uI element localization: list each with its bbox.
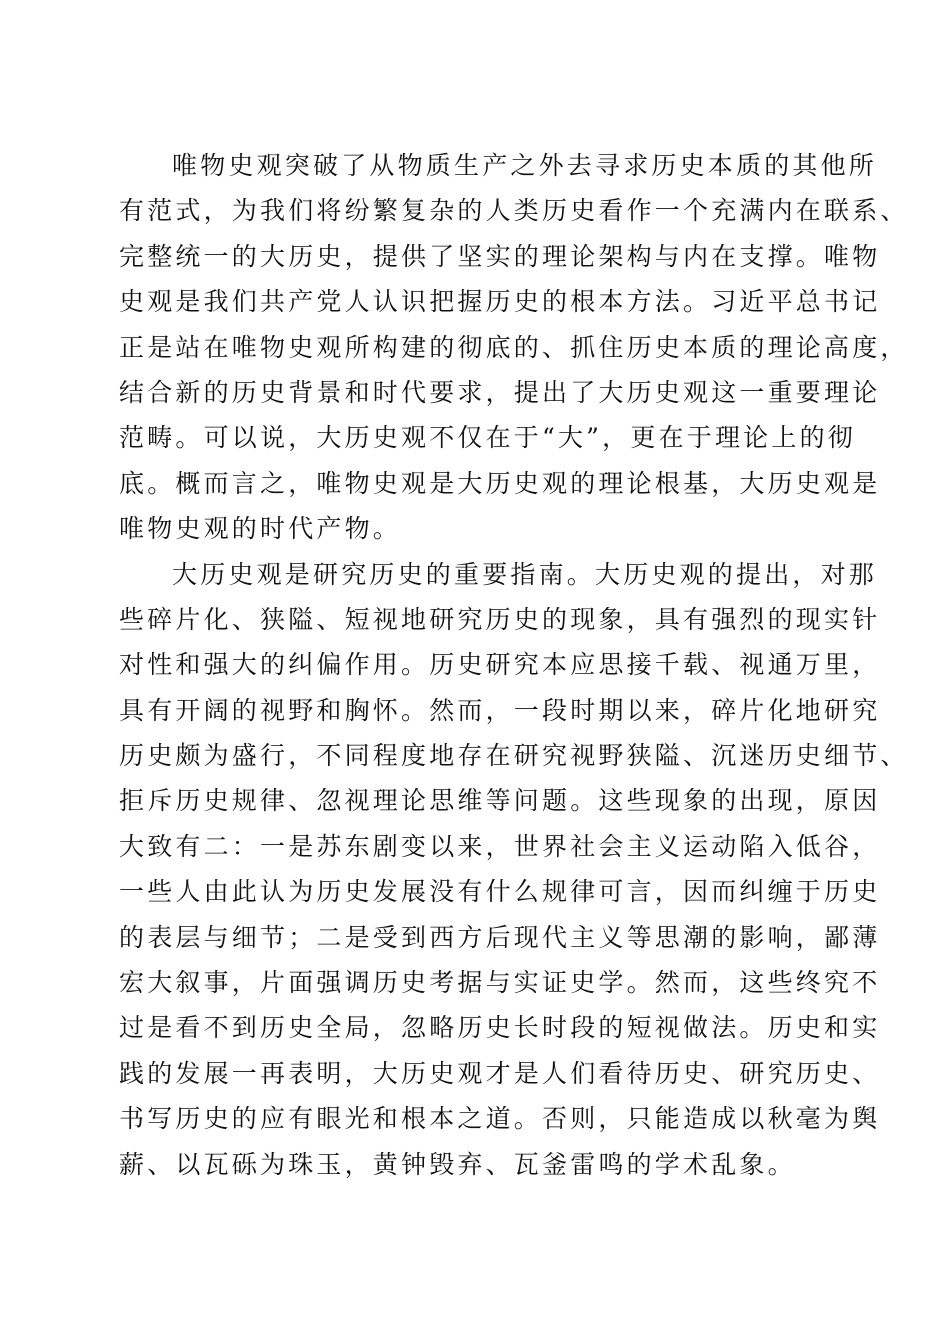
- text-line: 的表层与细节；二是受到西方后现代主义等思潮的影响，鄙薄: [119, 922, 881, 952]
- paragraph-1: [119, 143, 909, 552]
- text-line: 史观是我们共产党人认识把握历史的根本方法。习近平总书记: [119, 287, 881, 317]
- text-line: 大历史观是研究历史的重要指南。大历史观的提出，对那: [172, 559, 878, 589]
- text-line: 对性和强大的纠偏作用。历史研究本应思接千载、视通万里，: [119, 650, 881, 680]
- text-line: 薪、以瓦砾为珠玉，黄钟毁弃、瓦釜雷鸣的学术乱象。: [119, 1149, 796, 1179]
- text-line: 具有开阔的视野和胸怀。然而，一段时期以来，碎片化地研究: [119, 695, 881, 725]
- text-line: 完整统一的大历史，提供了坚实的理论架构与内在支撑。唯物: [119, 241, 881, 271]
- text-line: 唯物史观的时代产物。: [119, 514, 402, 544]
- text-line: 些碎片化、狭隘、短视地研究历史的现象，具有强烈的现实针: [119, 604, 881, 634]
- text-line: 有范式，为我们将纷繁复杂的人类历史看作一个充满内在联系、: [119, 196, 909, 226]
- document-page: [119, 143, 909, 1187]
- text-line: 践的发展一再表明，大历史观才是人们看待历史、研究历史、: [119, 1058, 881, 1088]
- text-line: 底。概而言之，唯物史观是大历史观的理论根基，大历史观是: [119, 468, 881, 498]
- text-line: 宏大叙事，片面强调历史考据与实证史学。然而，这些终究不: [119, 968, 881, 998]
- text-line: 范畴。可以说，大历史观不仅在于“大”，更在于理论上的彻: [119, 423, 856, 453]
- text-line: 拒斥历史规律、忽视理论思维等问题。这些现象的出现，原因: [119, 786, 881, 816]
- text-line: 大致有二：一是苏东剧变以来，世界社会主义运动陷入低谷，: [119, 831, 881, 861]
- paragraph-2: [119, 552, 909, 1187]
- text-line: 结合新的历史背景和时代要求，提出了大历史观这一重要理论: [119, 377, 881, 407]
- text-line: 正是站在唯物史观所构建的彻底的、抓住历史本质的理论高度，: [119, 332, 909, 362]
- text-line: 书写历史的应有眼光和根本之道。否则，只能造成以秋毫为舆: [119, 1104, 881, 1134]
- text-line: 一些人由此认为历史发展没有什么规律可言，因而纠缠于历史: [119, 877, 881, 907]
- text-line: 历史颇为盛行，不同程度地存在研究视野狭隘、沉迷历史细节、: [119, 741, 909, 771]
- text-line: 过是看不到历史全局，忽略历史长时段的短视做法。历史和实: [119, 1013, 881, 1043]
- text-line: 唯物史观突破了从物质生产之外去寻求历史本质的其他所: [172, 151, 878, 180]
